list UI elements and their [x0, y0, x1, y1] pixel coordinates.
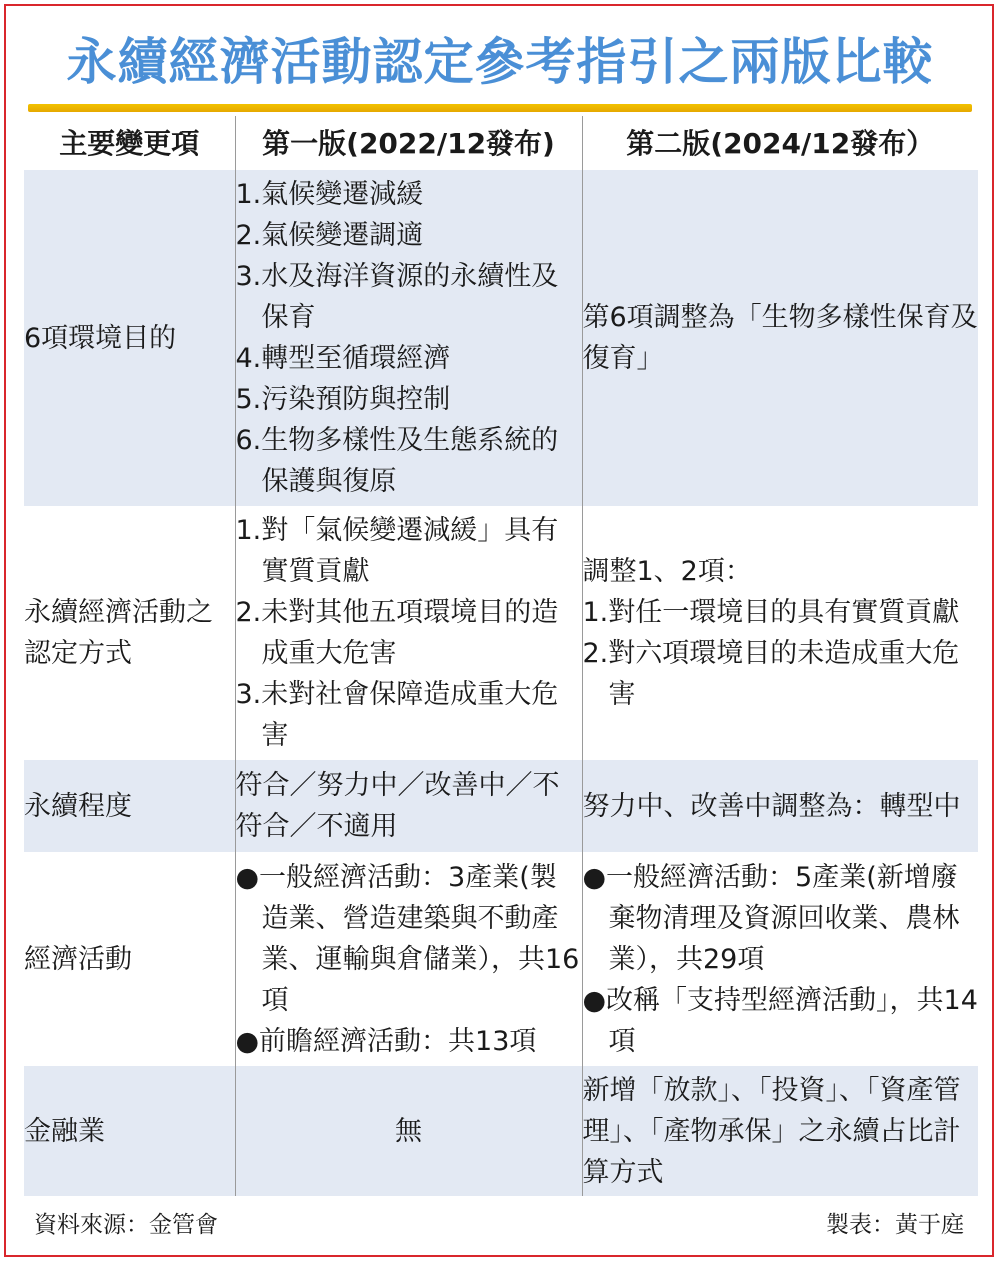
header-version-2: 第二版(2024/12發布） — [582, 116, 978, 170]
comparison-table — [24, 116, 978, 1196]
author-note: 製表：黃于庭 — [826, 1212, 964, 1238]
version-2-cell — [582, 170, 978, 506]
table-row — [24, 760, 978, 852]
table-row — [24, 852, 978, 1066]
version-2-cell — [582, 852, 978, 1066]
list-item: 2.氣候變遷調適 — [235, 220, 424, 251]
page-title: 永續經濟活動認定參考指引之兩版比較 — [66, 33, 934, 91]
list-item: 2.未對其他五項環境目的造成重大危害 — [235, 597, 559, 669]
version-1-cell — [235, 852, 582, 1066]
list-item: 4.轉型至循環經濟 — [235, 343, 451, 374]
row-label: 永續經濟活動之認定方式 — [24, 597, 213, 669]
version-1-cell — [235, 506, 582, 760]
list-item: 2.對六項環境目的未造成重大危害 — [582, 638, 960, 710]
list-item: 3.未對社會保障造成重大危害 — [235, 679, 559, 751]
version-2-cell — [582, 506, 978, 760]
row-label: 永續程度 — [24, 760, 235, 852]
cell-intro: 調整1、2項： — [582, 556, 752, 587]
list-item: ●前瞻經濟活動：共13項 — [235, 1025, 537, 1057]
version-2-cell — [582, 760, 978, 852]
table-row — [24, 1066, 978, 1196]
header-change-item: 主要變更項 — [59, 126, 200, 160]
table-row — [24, 170, 978, 506]
cell-text: 無 — [395, 1115, 422, 1147]
table-row — [24, 506, 978, 760]
cell-text: 努力中、改善中調整為：轉型中 — [582, 790, 961, 822]
source-note: 資料來源：金管會 — [34, 1212, 218, 1238]
list-item: 1.對任一環境目的具有實質貢獻 — [582, 597, 960, 628]
version-1-cell — [235, 170, 582, 506]
list-item: 1.對「氣候變遷減緩」具有實質貢獻 — [235, 515, 559, 587]
header-version-1: 第一版(2022/12發布) — [235, 116, 582, 170]
list-item: ●一般經濟活動：3產業(製造業、營造建築與不動產業、運輸與倉儲業），共16項 — [235, 861, 580, 1016]
list-item: 3.水及海洋資源的永續性及保育 — [235, 261, 559, 333]
version-1-cell — [235, 1066, 582, 1196]
list-item: 6.生物多樣性及生態系統的保護與復原 — [235, 425, 559, 497]
cell-text: 符合／努力中／改善中／不符合／不適用 — [235, 770, 560, 842]
row-label: 經濟活動 — [24, 943, 132, 975]
row-label: 6項環境目的 — [24, 170, 235, 506]
list-item: ●一般經濟活動：5產業(新增廢棄物清理及資源回收業、農林業），共29項 — [582, 861, 960, 975]
cell-text: 新增「放款」、「投資」、「資產管理」、「產物承保」之永續占比計算方式 — [582, 1074, 961, 1188]
row-label: 金融業 — [24, 1066, 235, 1196]
list-item: ●改稱「支持型經濟活動」，共14項 — [582, 984, 978, 1057]
version-1-cell — [235, 760, 582, 852]
cell-text: 第6項調整為「生物多樣性保育及復育」 — [582, 302, 978, 374]
table-header-row — [24, 116, 978, 170]
version-2-cell — [582, 1066, 978, 1196]
list-item: 1.氣候變遷減緩 — [235, 179, 424, 210]
list-item: 5.污染預防與控制 — [235, 384, 451, 415]
title-divider — [28, 104, 972, 112]
